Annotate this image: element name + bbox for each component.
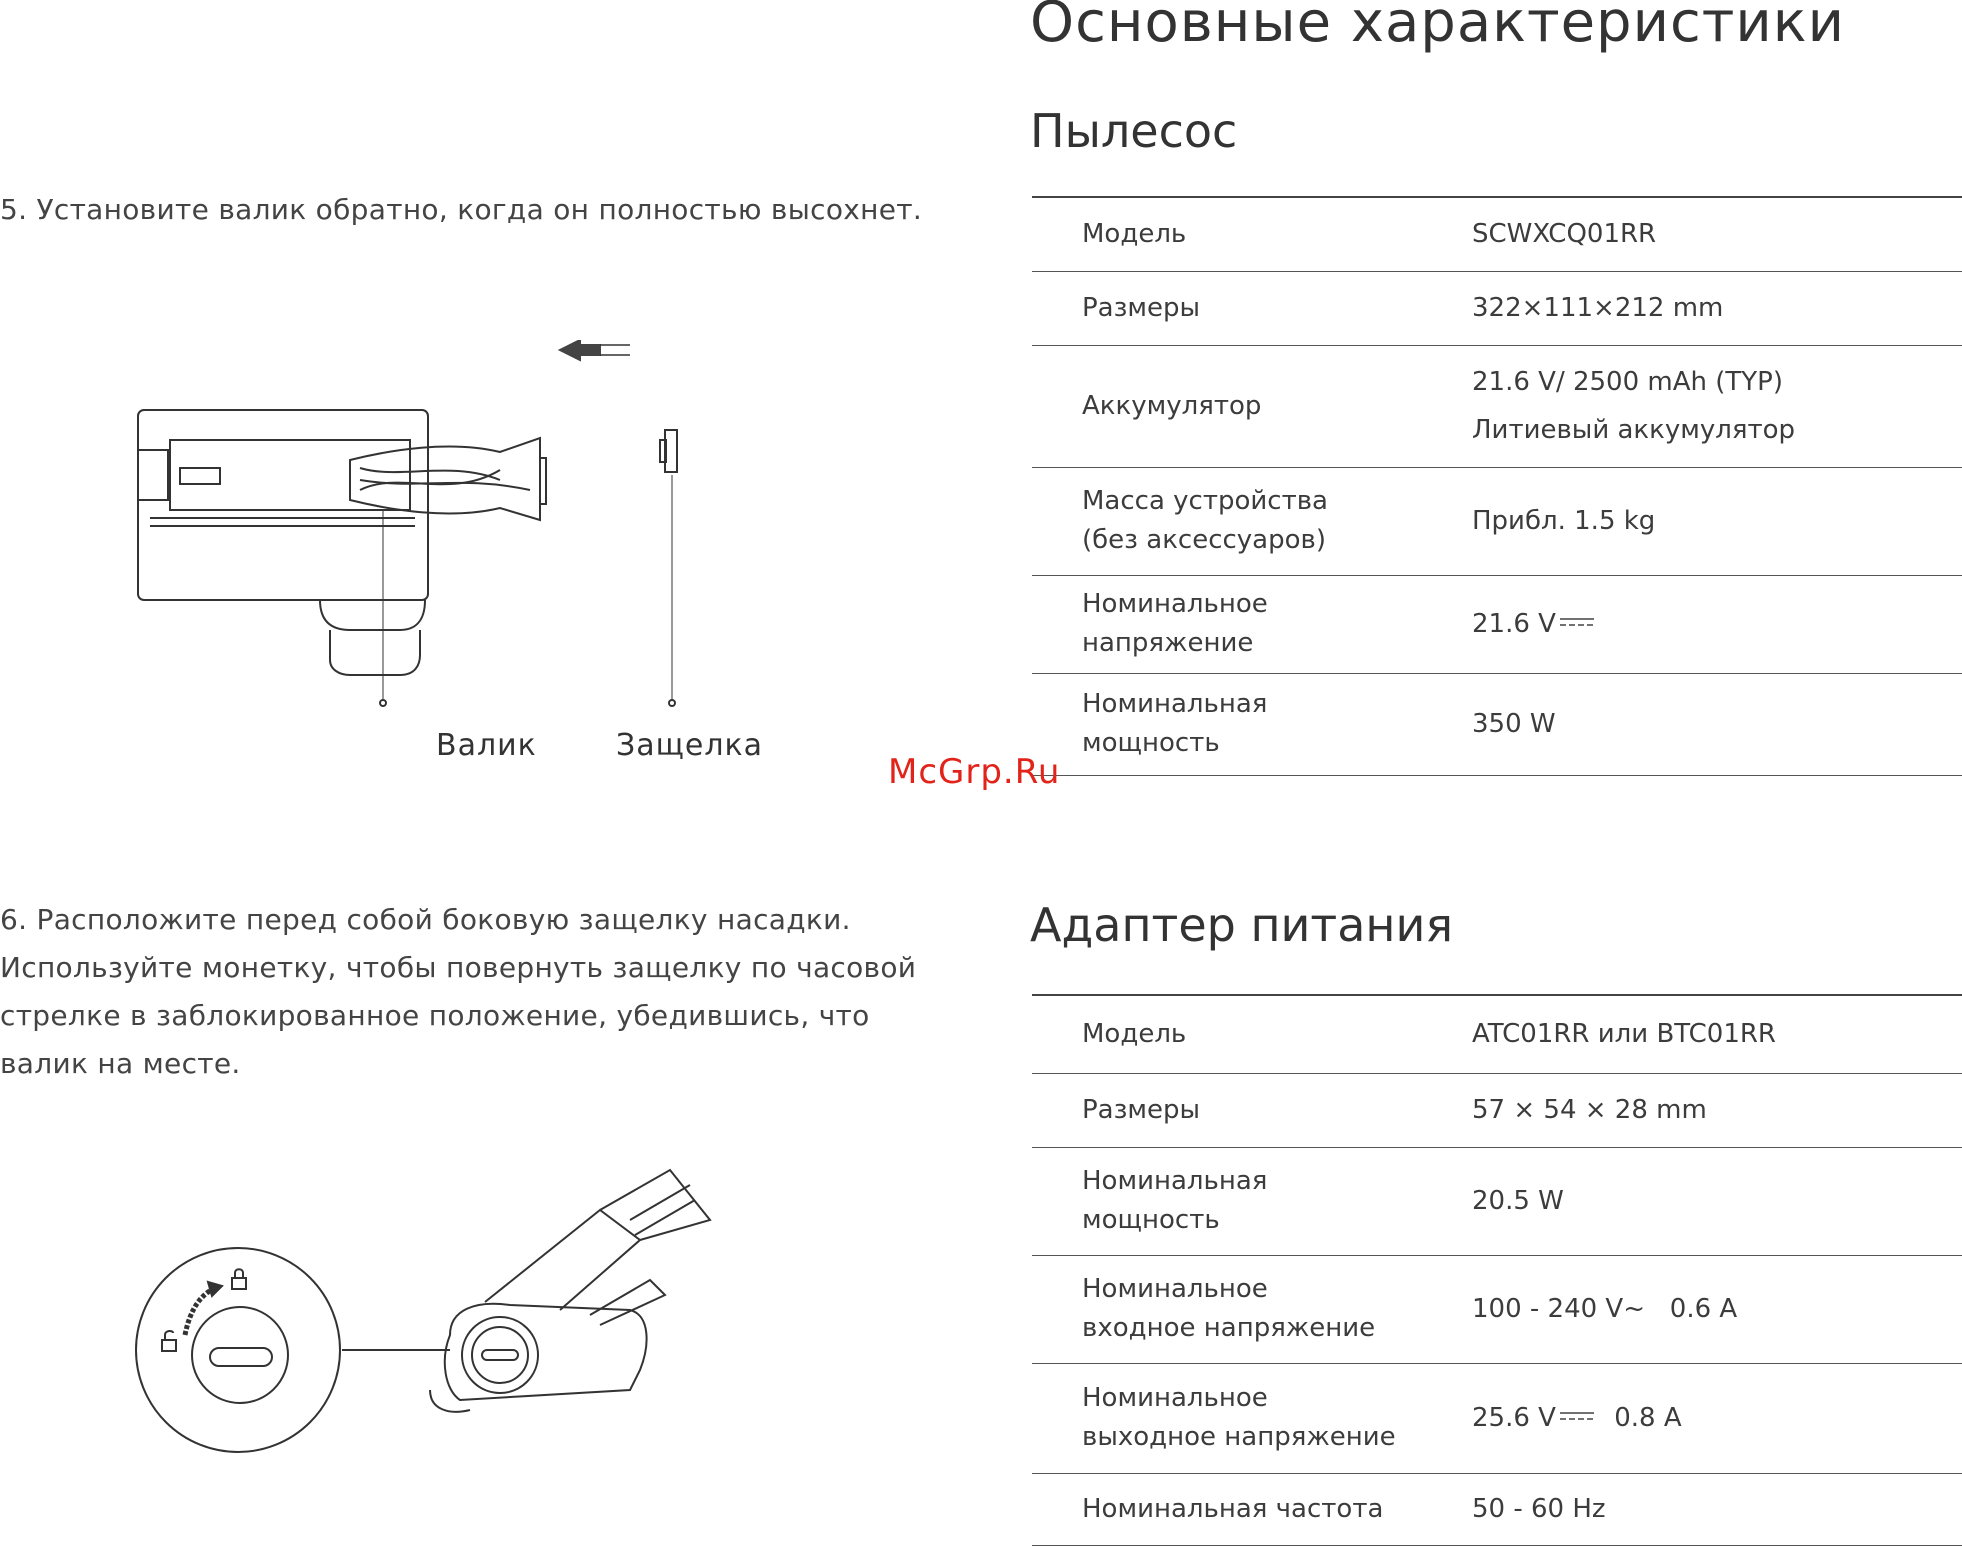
spec-value-line-1: 21.6 V/ 2500 mAh (TYP) bbox=[1472, 367, 1783, 397]
spec-value-line-2: Литиевый аккумулятор bbox=[1472, 415, 1796, 445]
spec-row bbox=[1032, 1473, 1962, 1545]
spec-row bbox=[1032, 345, 1962, 467]
spec-key bbox=[1032, 467, 1422, 575]
spec-key: Аккумулятор bbox=[1082, 390, 1262, 421]
step-6-text: 6. Расположите перед собой боковую защелку насадки. Используйте монетку, чтобы повернуть защелку по часовой стрелке в заблокированное положение, убедившись, что валик на месте. bbox=[0, 903, 917, 1080]
spec-key-line-1: Номинальная bbox=[1082, 1166, 1268, 1196]
adapter-section-title: Адаптер питания bbox=[1030, 898, 1454, 952]
spec-row bbox=[1032, 995, 1962, 1073]
spec-value bbox=[1422, 575, 1962, 673]
spec-key-line-2: выходное напряжение bbox=[1082, 1422, 1396, 1452]
spec-value: 100 - 240 V~ 0.6 A bbox=[1472, 1293, 1738, 1324]
watermark: McGrp.Ru bbox=[888, 752, 1061, 792]
spec-key-line-2: напряжение bbox=[1082, 628, 1254, 658]
spec-row bbox=[1032, 1363, 1962, 1473]
roller-install-illustration bbox=[130, 340, 690, 720]
spec-value: 322×111×212 mm bbox=[1472, 292, 1724, 323]
spec-key-line-1: Масса устройства bbox=[1082, 486, 1328, 516]
spec-value: 20.5 W bbox=[1472, 1185, 1564, 1216]
spec-row bbox=[1032, 467, 1962, 575]
spec-key-line-2: мощность bbox=[1082, 728, 1220, 758]
spec-value-suffix: 0.8 A bbox=[1614, 1402, 1682, 1433]
spec-value: ATC01RR или BTC01RR bbox=[1472, 1018, 1777, 1049]
spec-key bbox=[1032, 1147, 1422, 1255]
unlocked-icon bbox=[162, 1340, 176, 1351]
spec-key-line-1: Номинальная bbox=[1082, 689, 1268, 719]
spec-key-line-1: Номинальное bbox=[1082, 589, 1268, 619]
spec-key: Номинальная частота bbox=[1082, 1493, 1384, 1524]
spec-key-line-1: Номинальное bbox=[1082, 1274, 1268, 1304]
spec-row bbox=[1032, 1255, 1962, 1363]
spec-value: 50 - 60 Hz bbox=[1472, 1493, 1606, 1524]
spec-key-line-2: (без аксессуаров) bbox=[1082, 525, 1326, 555]
dc-symbol-icon bbox=[1560, 1411, 1594, 1421]
spec-key: Модель bbox=[1082, 1018, 1187, 1049]
spec-value-text: 25.6 V bbox=[1472, 1402, 1556, 1433]
vacuum-spec-table bbox=[1032, 196, 1962, 776]
spec-row bbox=[1032, 271, 1962, 345]
spec-value: SCWXCQ01RR bbox=[1472, 218, 1657, 249]
spec-value-text: 21.6 V bbox=[1472, 608, 1556, 639]
spec-row bbox=[1032, 1147, 1962, 1255]
spec-row bbox=[1032, 673, 1962, 775]
spec-value: 350 W bbox=[1472, 708, 1556, 739]
latch-label: Защелка bbox=[616, 728, 764, 763]
spec-key: Размеры bbox=[1082, 292, 1201, 323]
spec-key bbox=[1032, 575, 1422, 673]
spec-key: Размеры bbox=[1082, 1094, 1201, 1125]
locked-icon bbox=[232, 1278, 246, 1289]
spec-key: Модель bbox=[1082, 218, 1187, 249]
spec-row bbox=[1032, 575, 1962, 673]
vacuum-section-title: Пылесос bbox=[1030, 104, 1238, 158]
dc-symbol-icon bbox=[1560, 617, 1594, 627]
step-5-text: 5. Установите валик обратно, когда он полностью высохнет. bbox=[0, 193, 923, 226]
spec-value: 57 × 54 × 28 mm bbox=[1472, 1094, 1707, 1125]
latch-lock-illustration bbox=[130, 1160, 720, 1460]
spec-row bbox=[1032, 1073, 1962, 1147]
spec-key bbox=[1032, 1255, 1422, 1363]
spec-value: Прибл. 1.5 kg bbox=[1472, 505, 1656, 536]
spec-key bbox=[1032, 673, 1422, 775]
roller-label: Валик bbox=[436, 728, 537, 763]
spec-row bbox=[1032, 197, 1962, 271]
spec-key-line-1: Номинальное bbox=[1082, 1383, 1268, 1413]
page-title: Основные характеристики bbox=[1030, 0, 1846, 55]
spec-key-line-2: входное напряжение bbox=[1082, 1313, 1376, 1343]
adapter-spec-table bbox=[1032, 994, 1962, 1546]
spec-key-line-2: мощность bbox=[1082, 1205, 1220, 1235]
spec-value bbox=[1422, 1363, 1962, 1473]
spec-value bbox=[1422, 345, 1962, 467]
spec-key bbox=[1032, 1363, 1422, 1473]
